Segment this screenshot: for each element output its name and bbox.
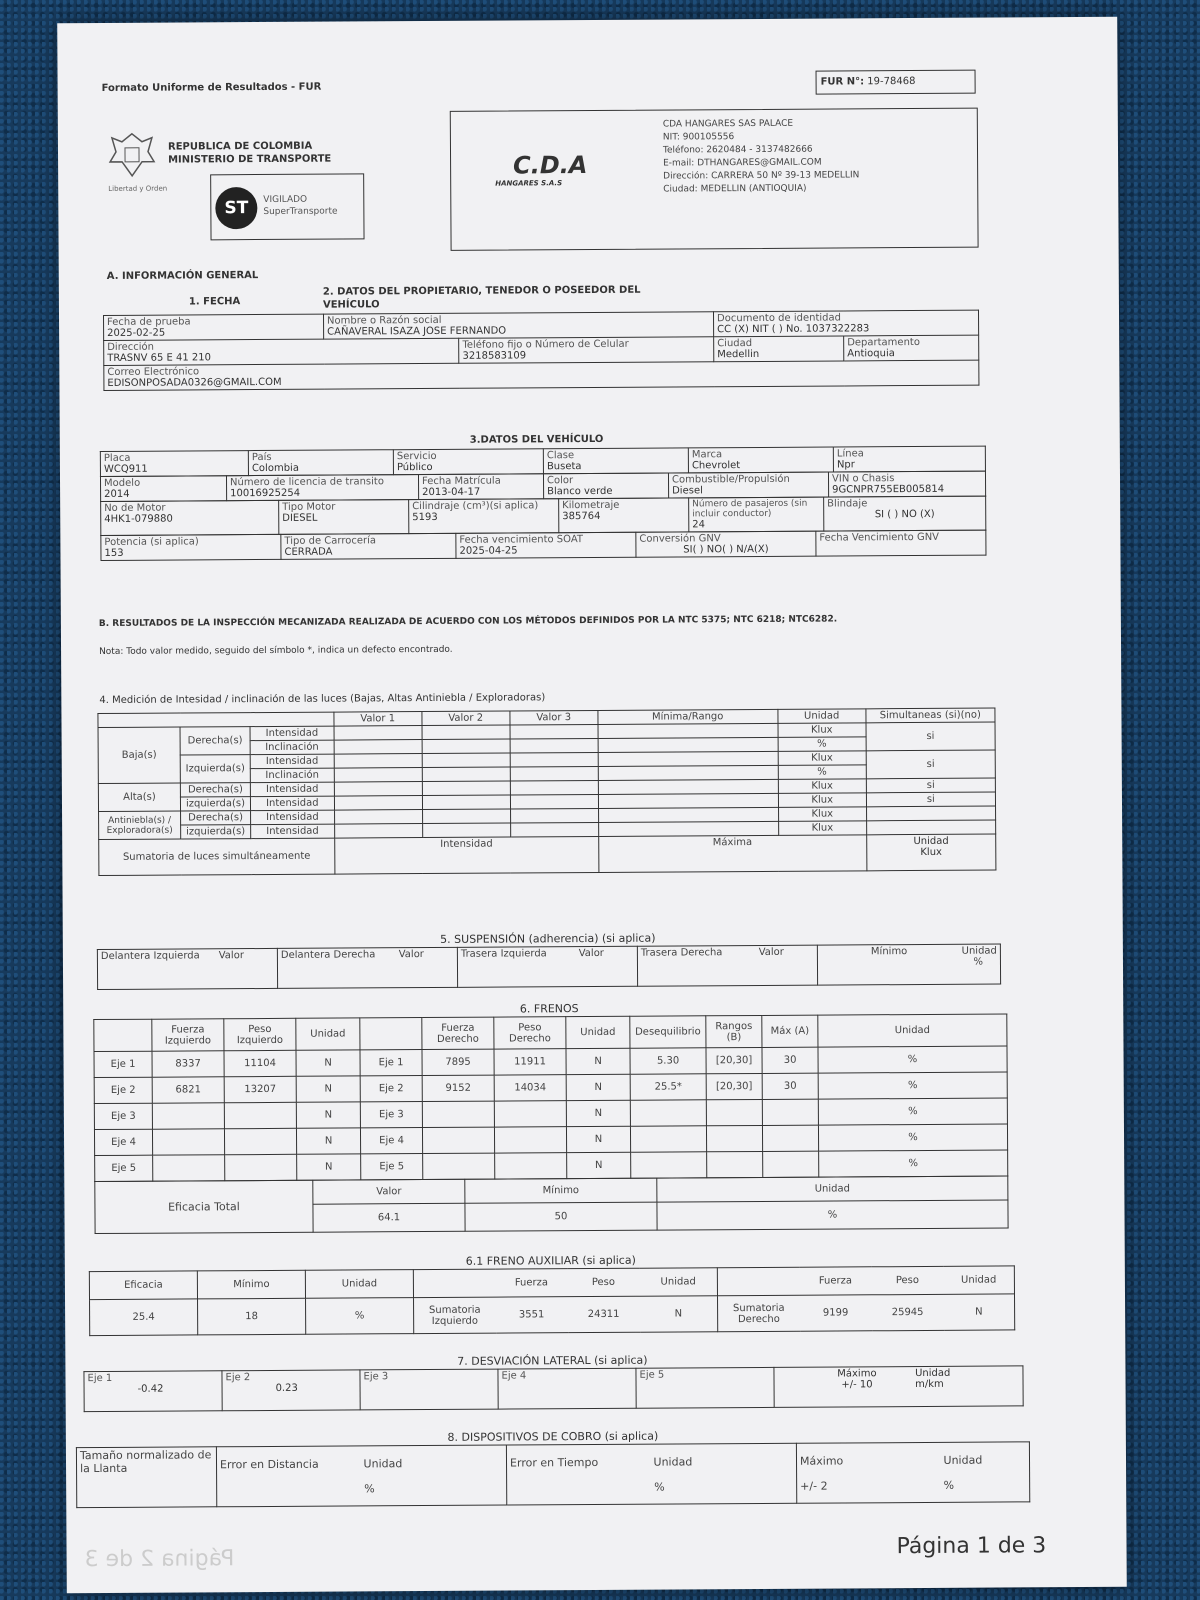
desequilibrio [630, 1126, 706, 1152]
form-title: Formato Uniforme de Resultados - FUR [101, 81, 322, 94]
clase-label: Clase [546, 450, 575, 462]
blindaje: SI ( ) NO (X) [874, 508, 935, 521]
supertransporte-name: SuperTransporte [263, 206, 338, 217]
section-a-title: A. INFORMACIÓN GENERAL [106, 270, 259, 282]
republic-name: REPUBLICA DE COLOMBIA [167, 140, 313, 153]
eje-label: Eje 5 [361, 1154, 423, 1180]
gnv-label: Conversión GNV [639, 533, 721, 545]
simultanea-si: si [866, 778, 995, 793]
cda-info-line: CDA HANGARES SAS PALACE [662, 118, 794, 130]
unidad: N [567, 1152, 631, 1178]
freno-aux-unidad: % [306, 1298, 414, 1335]
peso-izq: 24311 [568, 1296, 640, 1332]
marca-label: Marca [691, 449, 723, 461]
cda-box [450, 108, 979, 251]
unidad-valor: m/km [915, 1378, 944, 1391]
fecha-prueba-label: Fecha de prueba [107, 316, 191, 328]
unit-klux: Klux [778, 821, 866, 836]
luces-header: Valor 3 [510, 710, 598, 725]
inclinacion-label: Inclinación [250, 740, 334, 755]
simultanea-si: si [866, 750, 995, 779]
modelo-label: Modelo [103, 477, 141, 489]
frenos-header: Máx (A) [762, 1015, 818, 1047]
eje3-label: Eje 3 [363, 1371, 389, 1383]
eje2-valor: 0.23 [275, 1382, 298, 1394]
documento: CC (X) NIT ( ) No. 1037322283 [717, 323, 870, 336]
matricula: 2013-04-17 [422, 486, 481, 499]
eje-label: Eje 3 [94, 1103, 152, 1129]
valor-label: Valor [758, 946, 784, 958]
unidad-label: Unidad [915, 1367, 951, 1380]
luces-title: 4. Medición de Intesidad / inclinación de las luces (Bajas, Altas Antiniebla / Exploradoras) [99, 692, 546, 707]
frenos-header: Fuerza Derecho [422, 1017, 494, 1049]
frenos-title: 6. FRENOS [519, 1002, 579, 1016]
eje-label: Eje 2 [360, 1076, 422, 1102]
derecha-label: Derecha(s) [180, 727, 250, 755]
freno-aux-eficacia: 25.4 [90, 1299, 198, 1336]
tra-der-label: Trasera Derecha [640, 947, 723, 959]
vigilado-label: VIGILADO [263, 194, 308, 205]
unidad-label: Unidad [653, 1454, 693, 1469]
fuerza-izq [153, 1155, 225, 1181]
maximo: 30 [762, 1073, 818, 1099]
seal-motto: Libertad y Orden [108, 184, 168, 193]
maximo [763, 1151, 819, 1177]
placa: WCQ911 [103, 463, 148, 475]
rango [706, 1125, 762, 1151]
unidad: % [818, 1072, 1007, 1099]
fuerza-label: Fuerza [799, 1267, 871, 1295]
alta-label: Alta(s) [98, 783, 180, 812]
vehicle-table [100, 446, 987, 561]
gnv-venc-label: Fecha Vencimiento GNV [819, 531, 940, 544]
frenos-header: Unidad [296, 1018, 360, 1050]
color: Blanco verde [547, 485, 613, 498]
nombre-label: Nombre o Razón social [327, 314, 442, 327]
unidad: N [566, 1048, 630, 1074]
fur-number: 19-78468 [867, 76, 916, 88]
eficacia-unidad: % [657, 1200, 1008, 1230]
fuerza-der: 9152 [422, 1075, 494, 1101]
unidad-label: Unidad [305, 1270, 413, 1299]
sumatoria-maxima: Máxima [598, 835, 866, 873]
page-number: Página 1 de 3 [896, 1533, 1047, 1560]
unidad: N [296, 1076, 360, 1102]
pasajeros: 24 [692, 519, 706, 531]
unidad-label: Unidad [363, 1456, 403, 1470]
freno-aux-minimo: 18 [198, 1298, 306, 1335]
maximo-label: Máximo [799, 1453, 844, 1468]
licencia: 10016925254 [230, 487, 301, 500]
carroceria: CERRADA [284, 546, 333, 558]
peso-izq [224, 1102, 296, 1128]
derecha-label: Derecha(s) [181, 811, 251, 825]
marca: Chevrolet [691, 460, 741, 472]
sumatoria-intensidad: Intensidad [334, 836, 598, 874]
maximo: 30 [762, 1047, 818, 1073]
unit-klux: Klux [778, 723, 866, 738]
fuerza-izq [152, 1103, 224, 1129]
peso-der [494, 1127, 566, 1153]
fuerza-der: 7895 [422, 1049, 494, 1075]
peso-label: Peso [567, 1268, 639, 1296]
vehicle-title: 3.DATOS DEL VEHÍCULO [469, 433, 604, 446]
unidad-label: Unidad [639, 1268, 717, 1296]
intensidad-label: Intensidad [250, 726, 334, 741]
frenos-table [93, 1013, 1008, 1234]
suspension-title: 5. SUSPENSIÓN (adherencia) (si aplica) [440, 931, 656, 946]
peso-der: 25945 [871, 1294, 943, 1330]
tra-izq-label: Trasera Izquierda [460, 948, 547, 960]
cda-info-line: Teléfono: 2620484 - 3137482666 [662, 144, 813, 156]
freno-aux-title: 6.1 FRENO AUXILIAR (si aplica) [465, 1253, 636, 1268]
km-label: Kilometraje [562, 499, 620, 512]
fecha-prueba: 2025-02-25 [107, 327, 166, 339]
izquierda-label: izquierda(s) [181, 825, 251, 839]
luces-header: Mínima/Rango [598, 709, 778, 724]
documento-label: Documento de identidad [716, 312, 841, 325]
desequilibrio: 5.30 [630, 1048, 706, 1074]
suspension-table [97, 944, 1001, 991]
maximo-label: Máximo [837, 1368, 877, 1380]
motor-label: No de Motor [104, 502, 166, 514]
potencia-label: Potencia (si aplica) [104, 536, 199, 548]
cobro-table [76, 1441, 1030, 1508]
matricula-label: Fecha Matrícula [421, 475, 501, 488]
unit-klux: Klux [778, 751, 866, 766]
valor-label: Valor [398, 949, 424, 961]
fuerza-label: Fuerza [495, 1269, 567, 1297]
minimo-label: Mínimo [870, 946, 908, 958]
linea-label: Línea [836, 448, 864, 460]
vin: 9GCNPR755EB005814 [832, 483, 945, 496]
llanta-label: Tamaño normalizado de la Llanta [76, 1447, 216, 1508]
peso-der: 11911 [494, 1049, 566, 1075]
sum-izq-label: Sumatoria Izquierdo [414, 1297, 496, 1334]
eficacia-valor: 64.1 [313, 1203, 465, 1232]
colombia-seal-icon [104, 128, 160, 186]
ciudad-label: Ciudad [717, 338, 753, 350]
vin-label: VIN o Chasis [831, 473, 895, 485]
sumatoria-unidad [866, 834, 995, 871]
tipo-motor: DIESEL [282, 512, 318, 524]
peso-der [494, 1101, 566, 1127]
eje-label: Eje 2 [94, 1077, 152, 1103]
fuerza-izq: 8337 [152, 1051, 224, 1077]
frenos-header: Unidad [818, 1014, 1007, 1047]
frenos-header: Rangos (B) [706, 1015, 762, 1047]
unidad-label: Unidad [943, 1266, 1014, 1294]
section-b-note: Nota: Todo valor medido, seguido del símbolo *, indica un defecto encontrado. [99, 644, 453, 658]
err-tiempo-unidad: % [654, 1480, 665, 1494]
fuerza-izq [152, 1129, 224, 1155]
unit-klux: Klux [778, 807, 866, 822]
linea: Npr [836, 459, 855, 471]
unidad-izq: N [640, 1296, 718, 1332]
eje-label: Eje 1 [360, 1050, 422, 1076]
telefono: 3218583109 [462, 350, 527, 362]
bleed-through-page-number: Página 2 de 3 [84, 1546, 235, 1573]
combustible-label: Combustible/Propulsión [671, 473, 790, 486]
departamento: Antioquia [847, 348, 895, 360]
eficacia-total-label: Eficacia Total [95, 1180, 313, 1233]
maximo-valor: +/- 2 [800, 1479, 828, 1493]
antiniebla-label: Antiniebla(s) / Exploradora(s) [99, 811, 181, 840]
correo-label: Correo Electrónico [107, 366, 200, 378]
sumatoria-klux: Klux [920, 846, 942, 858]
rango [707, 1151, 763, 1177]
frenos-header: Desequilibrio [630, 1016, 706, 1048]
combustible: Diesel [672, 485, 703, 497]
fur-label: FUR N°: [820, 76, 865, 88]
cda-info-line: E-mail: DTHANGARES@GMAIL.COM [663, 157, 822, 169]
maximo [762, 1125, 818, 1151]
eje-label: Eje 3 [360, 1102, 422, 1128]
unidad-label: Unidad [657, 1176, 1008, 1202]
unit-klux: Klux [778, 779, 866, 794]
eje1-label: Eje 1 [87, 1372, 113, 1385]
cda-info [663, 117, 860, 196]
eje-label: Eje 4 [94, 1129, 152, 1155]
sumatoria-label: Sumatoria de luces simultáneamente [99, 838, 335, 875]
rango: [20,30] [706, 1073, 762, 1099]
pais: Colombia [251, 462, 299, 475]
rango: [20,30] [706, 1047, 762, 1073]
freno-aux-table [89, 1265, 1015, 1336]
unidad: % [819, 1150, 1008, 1177]
luces-header: Simultaneas (si)(no) [866, 708, 995, 723]
servicio: Público [396, 461, 433, 474]
desequilibrio [631, 1152, 707, 1178]
unit-pct: % [778, 737, 866, 752]
eje2-label: Eje 2 [225, 1372, 251, 1384]
motor: 4HK1-079880 [104, 513, 173, 525]
del-der-label: Delantera Derecha [280, 949, 376, 961]
desviacion-title: 7. DESVIACIÓN LATERAL (si aplica) [457, 1353, 648, 1368]
luces-table [97, 708, 996, 876]
minimo-label: Mínimo [465, 1178, 657, 1203]
eficacia-minimo: 50 [465, 1202, 657, 1231]
unidad: % [818, 1124, 1007, 1151]
peso-izq [225, 1154, 297, 1180]
maximo [762, 1099, 818, 1125]
luces-header: Unidad [778, 709, 866, 724]
del-izq-label: Delantera Izquierda [100, 950, 200, 963]
cda-info-line: Ciudad: MEDELLIN (ANTIOQUIA) [663, 183, 807, 195]
err-dist-label: Error en Distancia [219, 1457, 319, 1471]
peso-izq [224, 1128, 296, 1154]
fuerza-der [423, 1153, 495, 1179]
pasajeros-label: Número de pasajeros (sin incluir conductor) [692, 498, 808, 520]
cda-info-line: Dirección: CARRERA 50 Nº 39-13 MEDELLIN [663, 170, 860, 182]
unidad-label: Unidad [943, 1453, 983, 1467]
minimo-label: Mínimo [197, 1270, 305, 1299]
unit-klux: Klux [778, 793, 866, 808]
rango [706, 1099, 762, 1125]
pais-label: País [251, 451, 272, 464]
nombre: CAÑAVERAL ISAZA JOSE FERNANDO [327, 325, 507, 338]
potencia: 153 [104, 547, 124, 559]
eje4-label: Eje 4 [501, 1370, 527, 1382]
unidad: N [566, 1126, 630, 1152]
telefono-label: Teléfono fijo o Número de Celular [462, 338, 629, 351]
ministry-name: MINISTERIO DE TRANSPORTE [168, 153, 332, 166]
eje-label: Eje 1 [94, 1051, 152, 1077]
unidad: N [297, 1154, 361, 1180]
supertransporte-box [210, 173, 364, 240]
licencia-label: Número de licencia de transito [229, 476, 384, 489]
cilindraje: 5193 [412, 511, 438, 524]
intensidad-label: Intensidad [250, 796, 334, 811]
fuerza-izq: 6821 [152, 1077, 224, 1103]
intensidad-label: Intensidad [251, 824, 335, 839]
err-dist-unidad: % [364, 1481, 375, 1495]
eje-label: Eje 5 [95, 1155, 153, 1181]
fuerza-der [422, 1127, 494, 1153]
section-b-title: B. RESULTADOS DE LA INSPECCIÓN MECANIZADA REALIZADA DE ACUERDO CON LOS MÉTODOS DEFINIDOS POR LA NTC 5375; NTC 6218; NTC6282. [98, 614, 838, 630]
ciudad: Medellin [717, 348, 760, 361]
unidad-pct: % [973, 956, 984, 968]
frenos-header: Fuerza Izquierdo [152, 1019, 224, 1051]
gnv: SI( ) NO( ) N/A(X) [683, 543, 769, 556]
unidad: % [818, 1046, 1007, 1073]
unidad: N [566, 1100, 630, 1126]
err-tiempo-label: Error en Tiempo [509, 1455, 599, 1470]
maximo-valor: +/- 10 [841, 1379, 873, 1391]
valor-label: Valor [218, 950, 244, 962]
sumatoria-unidad-label: Unidad [913, 835, 949, 848]
cilindraje-label: Cilindraje (cm³)(si aplica) [412, 500, 539, 513]
desequilibrio: 25.5* [630, 1074, 706, 1100]
unit-pct: % [778, 765, 866, 780]
fuerza-izq: 3551 [496, 1297, 568, 1333]
ministry-block [168, 140, 331, 167]
unidad-der: N [943, 1294, 1014, 1330]
unidad-label: Unidad [961, 945, 997, 957]
eficacia-label: Eficacia [89, 1271, 197, 1300]
peso-der [495, 1153, 567, 1179]
peso-label: Peso [871, 1266, 943, 1294]
direccion: TRASNV 65 E 41 210 [107, 352, 212, 364]
maximo-unidad: % [943, 1478, 955, 1492]
intensidad-label: Intensidad [250, 782, 334, 797]
owner-table [103, 310, 979, 391]
soat-label: Fecha vencimiento SOAT [459, 534, 584, 546]
cda-info-line: NIT: 900105556 [662, 132, 735, 143]
unidad: N [296, 1128, 360, 1154]
intensidad-label: Intensidad [251, 810, 335, 825]
km: 385764 [562, 510, 601, 523]
peso-izq: 13207 [224, 1076, 296, 1102]
desequilibrio [630, 1100, 706, 1126]
izquierda-label: Izquierda(s) [180, 755, 250, 783]
color-label: Color [546, 475, 574, 487]
cda-logo-sub: HANGARES S.A.S [495, 179, 563, 188]
owner-title: 2. DATOS DEL PROPIETARIO, TENEDOR O POSEEDOR DEL VEHÍCULO [322, 284, 641, 311]
simultanea-si: si [866, 792, 995, 807]
cda-logo: C.D.A [513, 151, 588, 180]
baja-label: Baja(s) [98, 727, 180, 783]
placa-label: Placa [103, 452, 131, 464]
eje5-label: Eje 5 [639, 1369, 665, 1381]
inclinacion-label: Inclinación [250, 768, 334, 783]
supertransporte-logo-icon: ST [215, 187, 257, 229]
document-page [57, 17, 1127, 1593]
peso-der: 14034 [494, 1075, 566, 1101]
tipo-motor-label: Tipo Motor [282, 501, 336, 513]
fuerza-der [422, 1101, 494, 1127]
derecha-label: Derecha(s) [180, 783, 250, 797]
modelo: 2014 [104, 488, 130, 500]
blindaje-label: Blindaje [827, 498, 868, 510]
izquierda-label: izquierda(s) [180, 797, 250, 811]
carroceria-label: Tipo de Carrocería [284, 535, 377, 547]
luces-header: Valor 2 [422, 711, 510, 726]
soat: 2025-04-25 [459, 545, 518, 557]
unidad: N [296, 1102, 360, 1128]
clase: Buseta [546, 461, 582, 473]
correo: EDISONPOSADA0326@GMAIL.COM [107, 376, 282, 389]
desviacion-table [83, 1365, 1023, 1412]
valor-label: Valor [578, 947, 604, 960]
simultanea-si: si [866, 722, 995, 751]
eje1-valor: -0.42 [137, 1383, 164, 1395]
frenos-header: Unidad [566, 1016, 630, 1048]
fecha-title: 1. FECHA [188, 296, 241, 308]
unidad: % [818, 1098, 1007, 1125]
unidad: N [296, 1050, 360, 1076]
unidad: N [566, 1074, 630, 1100]
eje-label: Eje 4 [360, 1128, 422, 1154]
frenos-header: Peso Izquierdo [224, 1018, 296, 1050]
sum-der-label: Sumatoria Derecho [718, 1295, 800, 1332]
direccion-label: Dirección [107, 341, 154, 353]
departamento-label: Departamento [847, 336, 920, 349]
fur-number-box [816, 70, 976, 95]
peso-izq: 11104 [224, 1050, 296, 1076]
fuerza-der: 9199 [799, 1295, 871, 1331]
luces-header: Valor 1 [334, 712, 422, 727]
servicio-label: Servicio [396, 450, 437, 463]
cobro-title: 8. DISPOSITIVOS DE COBRO (si aplica) [447, 1429, 659, 1444]
valor-label: Valor [313, 1179, 465, 1204]
frenos-header: Peso Derecho [494, 1017, 566, 1049]
intensidad-label: Intensidad [250, 754, 334, 769]
